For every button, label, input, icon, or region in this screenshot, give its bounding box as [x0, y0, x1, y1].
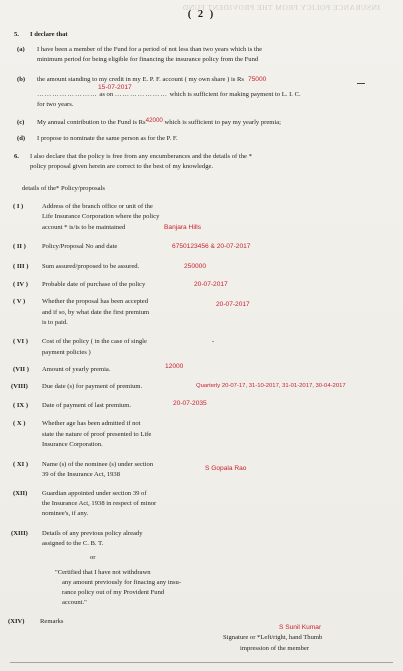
bottom-rule — [10, 662, 393, 663]
item-b-line1: the amount standing to my credit in my E. P. F. account ( my own share ) is Rs 75000 — [37, 76, 267, 83]
item-iii-line: Sum assured/proposed to be assured. — [42, 263, 140, 270]
item-d-label: (d) — [17, 135, 26, 142]
item-v-value: 20-07-2017 — [216, 301, 250, 308]
item-b-line3: for two years. — [37, 101, 74, 108]
section-6-number: 6. — [14, 153, 19, 160]
item-vii-value: 12000 — [165, 363, 184, 370]
item-a-line1: I have been a member of the Fund for a period of not less than two years which is the — [37, 46, 263, 53]
item-ii-value: 6750123456 & 20-07-2017 — [172, 243, 251, 250]
item-vi-line2: payment policies ) — [42, 349, 91, 356]
item-iv-value: 20-07-2017 — [194, 281, 228, 288]
item-xiv-line: Remarks — [40, 618, 64, 625]
item-xiii-or: or — [90, 554, 96, 561]
item-b-label: (b) — [17, 76, 26, 83]
item-i-label: ( I ) — [13, 203, 24, 210]
item-x-line1: Whether age has been admitted if not — [42, 420, 141, 427]
item-xi-line1: Name (s) of the nominee (s) under section — [42, 461, 154, 468]
item-xi-label: ( XI ) — [13, 461, 29, 468]
item-vii-line: Amount of yearly premia. — [42, 366, 111, 373]
item-b-amount: 75000 — [247, 76, 267, 83]
item-viii-value: Quarterly 20-07-17, 31-10-2017, 31-01-2017, 30-04-2017 — [196, 383, 346, 389]
signature-label-1: Signature or *Left/right, hand Thumb — [223, 634, 323, 641]
section-6-line2: policy proposal given herein are correct to the best of my knowledge. — [30, 163, 214, 170]
item-xiii-line2: assigned to the C. B. T. — [42, 540, 104, 547]
item-xii-line2: the Insurance Act, 1938 in respect of minor — [42, 500, 157, 507]
item-vi-line1: Cost of the policy ( in the case of single — [42, 338, 147, 345]
item-xiii-cert1: "Certified that I have not withdrawn — [55, 569, 151, 576]
item-v-line3: is to paid. — [42, 319, 68, 326]
details-heading: details of the* Policy/proposals — [22, 185, 105, 192]
section-5-number: 5. — [14, 31, 19, 38]
item-ix-label: ( IX ) — [13, 402, 29, 409]
item-b-line2: …………………… as on ………………… which is sufficient for making payment to L. I. C. — [37, 91, 301, 98]
item-i-line3: account * is/is to be maintained — [42, 224, 126, 231]
item-iii-value: 250000 — [184, 263, 207, 270]
item-xi-value: S Gopala Rao — [205, 465, 247, 472]
item-i-line2: Life Insurance Corporation where the policy — [42, 213, 160, 220]
item-b-date: 15-07-2017 — [98, 84, 132, 91]
item-c-label: (c) — [17, 119, 25, 126]
item-xiii-line1: Details of any previous policy already — [42, 530, 143, 537]
item-ii-label: ( II ) — [13, 243, 26, 250]
item-x-line3: Insurance Corporation. — [42, 441, 103, 448]
item-x-label: ( X ) — [13, 420, 26, 427]
item-v-line1: Whether the proposal has been accepted — [42, 298, 148, 305]
page-number: ( 2 ) — [187, 9, 216, 20]
item-b-dash — [357, 83, 365, 84]
item-xii-line3: nominee's, if any. — [42, 510, 89, 517]
item-vi-label: ( VI ) — [13, 338, 28, 345]
item-xiii-cert2: any amount previously for finacing any insu- — [62, 579, 182, 586]
section-5-heading: I declare that — [30, 31, 68, 38]
item-xiv-label: (XIV) — [8, 618, 25, 625]
item-ii-line: Policy/Proposal No and date — [42, 243, 118, 250]
item-a-label: (a) — [17, 46, 25, 53]
item-vi-dash: - — [212, 338, 215, 345]
item-iv-line: Probable date of purchase of the policy — [42, 281, 146, 288]
item-v-label: ( V ) — [13, 298, 26, 305]
item-xiii-cert4: account." — [62, 599, 87, 606]
item-vii-label: (VII ) — [13, 366, 29, 373]
item-xii-label: (XII) — [13, 490, 28, 497]
signature-name: S Sunil Kumar — [279, 624, 322, 631]
item-xiii-label: (XIII) — [11, 530, 28, 537]
item-iii-label: ( III ) — [13, 263, 29, 270]
item-c-line: My annual contribution to the Fund is Rs42000 which is sufficient to pay my yearly premia; — [37, 117, 282, 126]
item-iv-label: ( IV ) — [13, 281, 28, 288]
item-viii-label: (VIII) — [11, 383, 28, 390]
item-ix-line: Date of payment of last premium. — [42, 402, 131, 409]
item-d-line: I propose to nominate the same person as for the P. F. — [37, 135, 178, 142]
bleed-through-text: INSURANCE POLICY FROM THE PROVIDENT FUND — [182, 3, 380, 12]
item-viii-line: Due date (s) for payment of premium. — [42, 383, 143, 390]
item-c-amount: 42000 — [145, 117, 163, 124]
item-a-line2: minimum period for being eligible for financing the insurance policy from the Fund — [37, 56, 259, 63]
item-xiii-cert3: rance policy out of my Provident Fund — [62, 589, 165, 596]
item-x-line2: state the nature of proof presented to Life — [42, 431, 152, 438]
item-v-line2: and if so, by what date the first premium — [42, 309, 150, 316]
section-6-line1: I also declare that the policy is free from any encumberances and the details of the * — [30, 153, 252, 160]
item-i-value: Banjara Hills — [164, 224, 202, 231]
signature-label-2: impression of the member — [240, 645, 310, 652]
item-xii-line1: Guardian appointed under section 39 of — [42, 490, 147, 497]
item-i-line1: Address of the branch office or unit of the — [42, 203, 153, 210]
item-xi-line2: 39 of the Insurance Act, 1938 — [42, 471, 121, 478]
item-ix-value: 20-07-2035 — [173, 400, 207, 407]
